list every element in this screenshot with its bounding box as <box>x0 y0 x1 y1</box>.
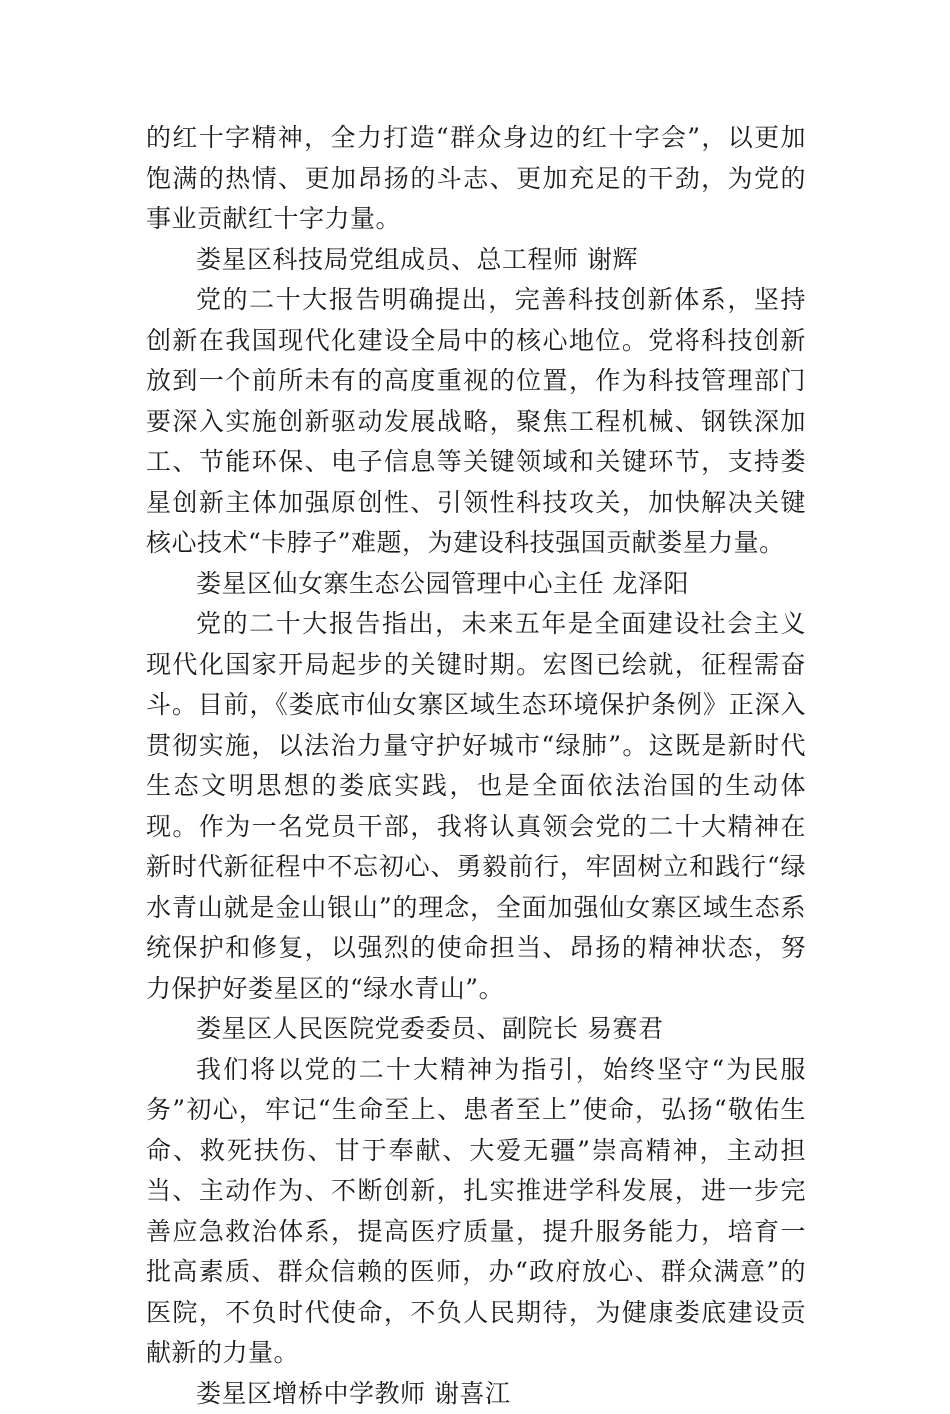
byline-xie-xijiang: 娄星区增桥中学教师 谢喜江 <box>146 1374 806 1414</box>
paragraph-hospital: 我们将以党的二十大精神为指引，始终坚守“为民服务”初心，牢记“生命至上、患者至上”使命，弘扬“敬佑生命、救死扶伤、甘于奉献、大爱无疆”崇高精神，主动担当、主动作为、不断创新，扎实推进学科发展，进一步完善应急救治体系，提高医疗质量，提升服务能力，培育一批高素质、群众信赖的医师，办“政府放心、群众满意”的医院，不负时代使命，不负人民期待，为健康娄底建设贡献新的力量。 <box>146 1050 806 1374</box>
byline-yi-saijun: 娄星区人民医院党委委员、副院长 易赛君 <box>146 1009 806 1050</box>
byline-xie-hui: 娄星区科技局党组成员、总工程师 谢辉 <box>146 240 806 281</box>
paragraph-continuation: 的红十字精神，全力打造“群众身边的红十字会”，以更加饱满的热情、更加昂扬的斗志、更加充足的干劲，为党的事业贡献红十字力量。 <box>146 118 806 240</box>
document-body <box>146 118 806 1414</box>
paragraph-tech-innovation: 党的二十大报告明确提出，完善科技创新体系，坚持创新在我国现代化建设全局中的核心地位。党将科技创新放到一个前所未有的高度重视的位置，作为科技管理部门要深入实施创新驱动发展战略，聚焦工程机械、钢铁深加工、节能环保、电子信息等关键领域和关键环节，支持娄星创新主体加强原创性、引领性科技攻关，加快解决关键核心技术“卡脖子”难题，为建设科技强国贡献娄星力量。 <box>146 280 806 564</box>
paragraph-ecology: 党的二十大报告指出，未来五年是全面建设社会主义现代化国家开局起步的关键时期。宏图已绘就，征程需奋斗。目前，《娄底市仙女寨区域生态环境保护条例》正深入贯彻实施，以法治力量守护好城市“绿肺”。这既是新时代生态文明思想的娄底实践，也是全面依法治国的生动体现。作为一名党员干部，我将认真领会党的二十大精神在新时代新征程中不忘初心、勇毅前行，牢固树立和践行“绿水青山就是金山银山”的理念，全面加强仙女寨区域生态系统保护和修复，以强烈的使命担当、昂扬的精神状态，努力保护好娄星区的“绿水青山”。 <box>146 604 806 1009</box>
byline-long-zeyang: 娄星区仙女寨生态公园管理中心主任 龙泽阳 <box>146 564 806 605</box>
